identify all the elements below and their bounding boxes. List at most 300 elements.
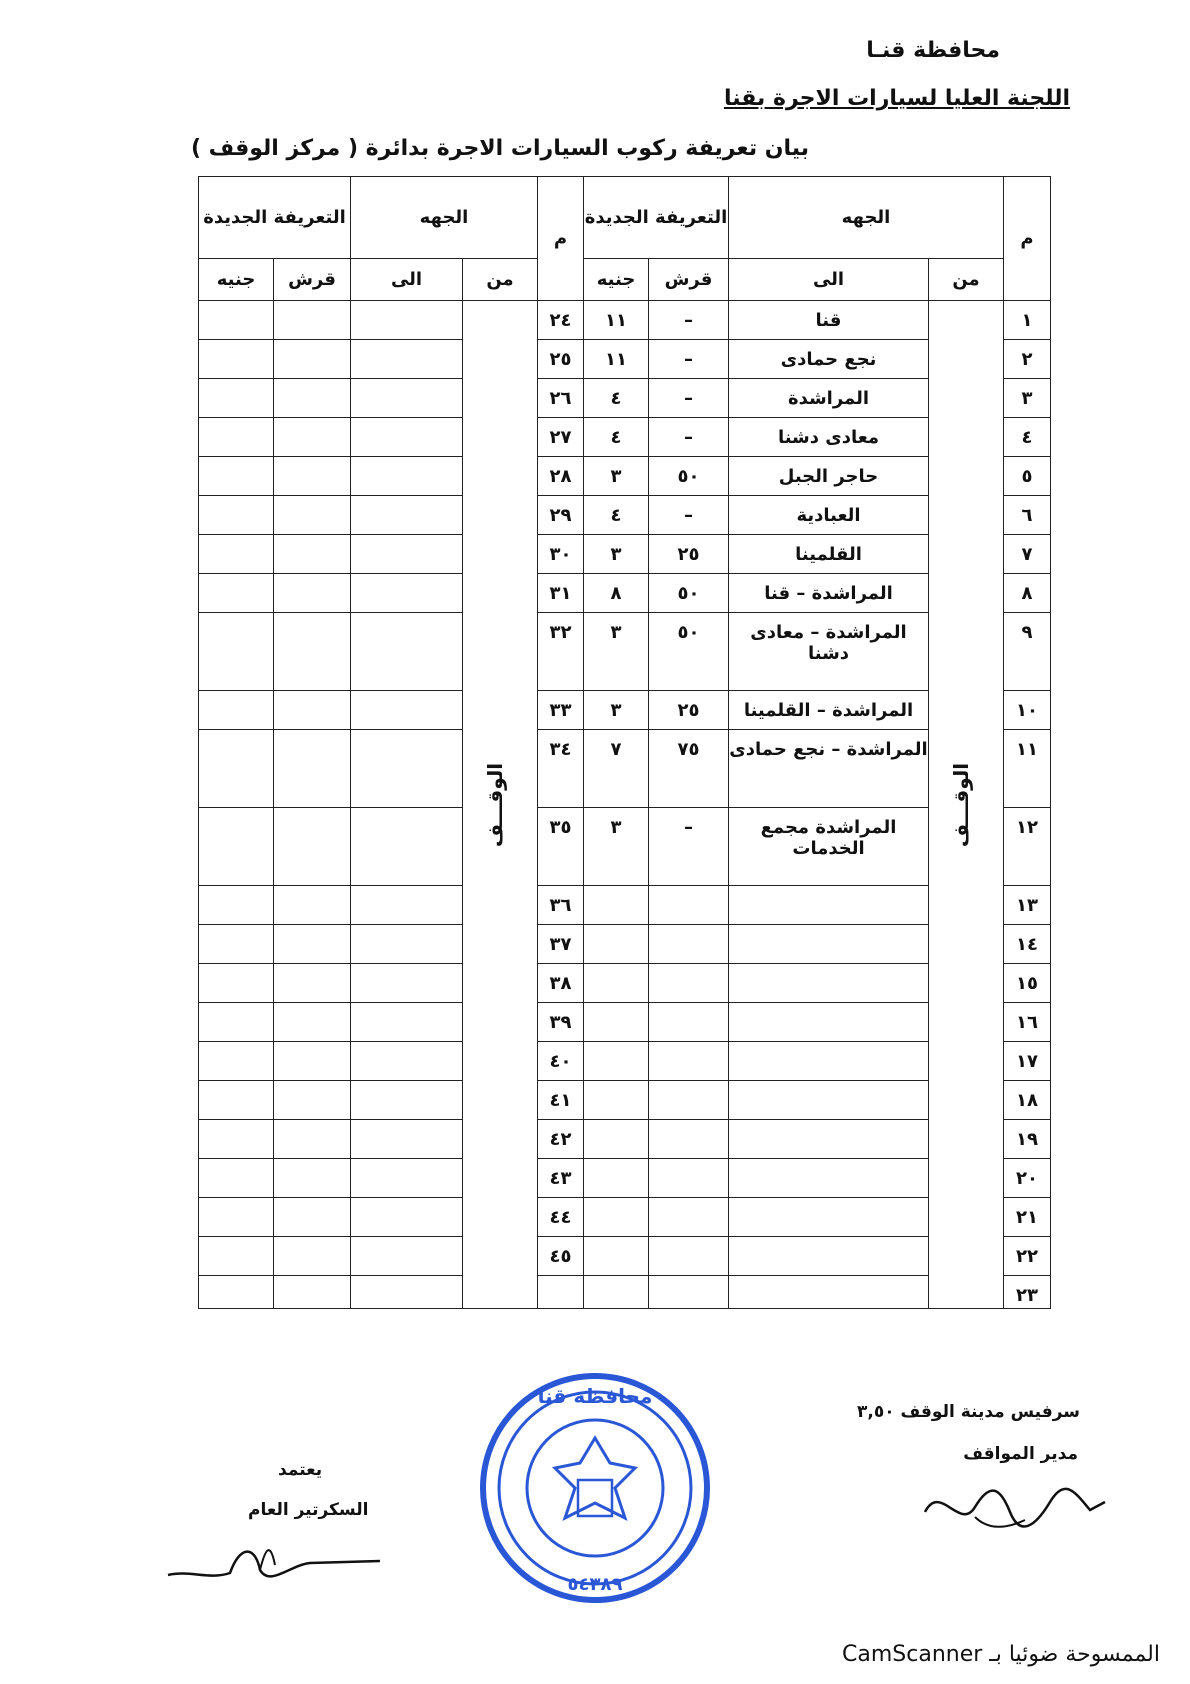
cell-pound [584, 886, 649, 925]
row-number: ١٥ [1016, 973, 1038, 994]
cell-pound [199, 964, 274, 1003]
cell-no [538, 613, 584, 691]
cell-pound [584, 925, 649, 964]
cell-to [351, 418, 463, 457]
col-no-header: م [1004, 177, 1051, 301]
fare-piaster: – [684, 349, 693, 370]
cell-no [538, 496, 584, 535]
cell-to [351, 613, 463, 691]
cell-to [351, 1003, 463, 1042]
row-number: ٣٢ [549, 622, 572, 643]
fare-piaster: – [684, 817, 693, 838]
row-number: ١٠ [1016, 700, 1038, 721]
cell-no [538, 418, 584, 457]
row-number: ١١ [1016, 739, 1038, 760]
cell-no [1004, 1198, 1051, 1237]
cell-to [729, 808, 929, 886]
cell-no [538, 730, 584, 808]
cell-pound [584, 418, 649, 457]
service-note: سرفيس مدينة الوقف ٣,٥٠ [857, 1402, 1080, 1422]
cell-piaster [649, 340, 729, 379]
cell-no [538, 691, 584, 730]
fare-pound: ٨ [610, 583, 622, 604]
cell-piaster [274, 1120, 351, 1159]
cell-piaster [649, 1159, 729, 1198]
cell-no [1004, 691, 1051, 730]
cell-no [1004, 418, 1051, 457]
cell-to [729, 1042, 929, 1081]
cell-pound [584, 1120, 649, 1159]
cell-pound [584, 535, 649, 574]
cell-no [1004, 1003, 1051, 1042]
official-seal [475, 1368, 715, 1608]
cell-pound [199, 1003, 274, 1042]
eagle-emblem-icon [555, 1438, 635, 1518]
cell-to [351, 1276, 463, 1309]
cell-piaster [649, 1003, 729, 1042]
destination: حاجر الجبل [778, 466, 879, 487]
tariff-table-left [198, 176, 584, 1309]
cell-no [538, 964, 584, 1003]
cell-to [729, 340, 929, 379]
cell-piaster [274, 535, 351, 574]
fare-piaster: ٥٠ [677, 583, 700, 604]
cell-to [729, 1159, 929, 1198]
cell-piaster [274, 1081, 351, 1120]
cell-pound [199, 613, 274, 691]
cell-no [538, 1159, 584, 1198]
fare-piaster: ٢٥ [677, 700, 700, 721]
governorate-title: محافظة قنـا [866, 38, 1000, 63]
cell-to [351, 925, 463, 964]
col-from-header: من [929, 259, 1004, 301]
row-number: ٣٨ [549, 973, 572, 994]
cell-piaster [274, 1276, 351, 1309]
cell-piaster [274, 457, 351, 496]
row-number: ١٧ [1016, 1051, 1038, 1072]
cell-no [538, 808, 584, 886]
row-number: ٦ [1021, 505, 1033, 526]
cell-no [1004, 730, 1051, 808]
cell-to [729, 1081, 929, 1120]
fare-piaster: – [684, 388, 693, 409]
cell-no [538, 574, 584, 613]
table-row [199, 301, 584, 340]
cell-from [929, 301, 1004, 1309]
row-number: ٢٤ [549, 310, 572, 331]
cell-to [351, 964, 463, 1003]
cell-to [351, 1042, 463, 1081]
cell-to [729, 1003, 929, 1042]
cell-to [351, 379, 463, 418]
cell-no [538, 1120, 584, 1159]
row-number: ٣٧ [549, 934, 572, 955]
cell-pound [199, 1159, 274, 1198]
cell-no [1004, 379, 1051, 418]
cell-no [538, 886, 584, 925]
cell-no [538, 1042, 584, 1081]
fare-piaster: – [684, 505, 693, 526]
row-number: ٢٠ [1016, 1168, 1038, 1189]
cell-piaster [274, 925, 351, 964]
cell-piaster [649, 1042, 729, 1081]
cell-pound [584, 301, 649, 340]
cell-pound [199, 886, 274, 925]
cell-piaster [649, 574, 729, 613]
fare-pound: ١١ [605, 349, 627, 370]
cell-no [538, 1198, 584, 1237]
cell-no [538, 1081, 584, 1120]
cell-to [729, 691, 929, 730]
cell-pound [199, 301, 274, 340]
cell-no [1004, 1276, 1051, 1309]
row-number: ٣٥ [549, 817, 572, 838]
cell-piaster [649, 1081, 729, 1120]
cell-pound [584, 457, 649, 496]
cell-no [538, 301, 584, 340]
cell-piaster [649, 379, 729, 418]
cell-piaster [274, 886, 351, 925]
destination: المراشدة [787, 388, 870, 409]
cell-no [538, 1237, 584, 1276]
cell-piaster [649, 418, 729, 457]
cell-no [1004, 1237, 1051, 1276]
cell-to [729, 301, 929, 340]
row-number: ٤٢ [549, 1129, 572, 1150]
cell-to [729, 535, 929, 574]
from-place-label: الوقـــف [482, 762, 507, 847]
cell-pound [199, 808, 274, 886]
cell-pound [584, 808, 649, 886]
cell-no [1004, 808, 1051, 886]
table-right-body [584, 301, 1051, 1309]
cell-to [729, 1237, 929, 1276]
secretary-label: السكرتير العام [248, 1500, 369, 1520]
row-number: ٢٩ [549, 505, 572, 526]
table-row [584, 301, 1051, 340]
fare-pound: ٣ [610, 700, 622, 721]
cell-from [463, 301, 538, 1309]
col-to-header: الى [729, 259, 929, 301]
cell-piaster [274, 1003, 351, 1042]
row-number: ٢٣ [1016, 1285, 1038, 1306]
cell-piaster [649, 457, 729, 496]
cell-no [538, 1003, 584, 1042]
cell-to [351, 301, 463, 340]
cell-to [729, 457, 929, 496]
cell-pound [584, 964, 649, 1003]
cell-piaster [274, 964, 351, 1003]
cell-to [351, 1120, 463, 1159]
cell-piaster [274, 574, 351, 613]
cell-piaster [274, 613, 351, 691]
cell-to [351, 535, 463, 574]
cell-piaster [649, 301, 729, 340]
cell-piaster [649, 613, 729, 691]
cell-piaster [649, 730, 729, 808]
cell-no [1004, 301, 1051, 340]
cell-piaster [274, 340, 351, 379]
cell-piaster [649, 535, 729, 574]
row-number: ٤٣ [549, 1168, 572, 1189]
cell-to [729, 613, 929, 691]
cell-no [1004, 925, 1051, 964]
destination: المراشدة مجمع الخدمات [760, 817, 897, 859]
document-title-text: بيان تعريفة ركوب السيارات الاجرة بدائرة ( مركز الوقف ) [190, 136, 810, 161]
row-number: ٧ [1021, 544, 1033, 565]
cell-no [538, 379, 584, 418]
cell-to [351, 1081, 463, 1120]
fare-piaster: – [684, 310, 693, 331]
cell-no [1004, 1042, 1051, 1081]
row-number: ٤٥ [549, 1246, 572, 1267]
row-number: ٨ [1021, 583, 1033, 604]
col-direction-header: الجهه [351, 177, 538, 259]
approved-label: يعتمد [278, 1460, 323, 1480]
cell-to [729, 496, 929, 535]
cell-pound [199, 535, 274, 574]
row-number: ٣ [1021, 388, 1033, 409]
cell-pound [584, 1276, 649, 1309]
row-number: ٢٨ [549, 466, 572, 487]
cell-piaster [274, 1159, 351, 1198]
cell-pound [584, 340, 649, 379]
cell-piaster [274, 301, 351, 340]
cell-no [1004, 457, 1051, 496]
row-number: ٣١ [549, 583, 572, 604]
cell-piaster [649, 808, 729, 886]
fare-pound: ٣ [610, 622, 622, 643]
row-number: ٣٣ [549, 700, 572, 721]
cell-pound [199, 1198, 274, 1237]
cell-to [729, 886, 929, 925]
cell-to [729, 925, 929, 964]
cell-to [351, 1159, 463, 1198]
cell-pound [584, 730, 649, 808]
cell-to [351, 886, 463, 925]
cell-no [538, 457, 584, 496]
cell-no [1004, 1159, 1051, 1198]
row-number: ٣٦ [549, 895, 572, 916]
cell-no [538, 535, 584, 574]
cell-piaster [274, 808, 351, 886]
cell-pound [199, 691, 274, 730]
destination: معادى دشنا [777, 427, 880, 448]
destination: المراشدة – القلمينا [743, 700, 914, 721]
col-piaster-header: قرش [274, 259, 351, 301]
row-number: ٢٧ [549, 427, 572, 448]
fare-pound: ٤ [610, 388, 622, 409]
cell-pound [199, 1276, 274, 1309]
col-tariff-header: التعريفة الجديدة [199, 177, 351, 259]
cell-pound [199, 340, 274, 379]
cell-to [729, 1276, 929, 1309]
cell-piaster [649, 691, 729, 730]
row-number: ٢ [1021, 349, 1033, 370]
tariff-table-right [583, 176, 1051, 1309]
fare-pound: ٧ [610, 739, 622, 760]
fare-pound: ٤ [610, 505, 622, 526]
cell-piaster [274, 1237, 351, 1276]
cell-pound [199, 418, 274, 457]
cell-no [1004, 535, 1051, 574]
cell-to [351, 496, 463, 535]
fare-pound: ٤ [610, 427, 622, 448]
cell-no [1004, 1120, 1051, 1159]
cell-to [729, 1120, 929, 1159]
cell-piaster [274, 496, 351, 535]
destination: نجع حمادى [780, 349, 877, 370]
cell-pound [199, 1120, 274, 1159]
cell-to [351, 574, 463, 613]
cell-piaster [649, 964, 729, 1003]
col-direction-header: الجهه [729, 177, 1004, 259]
cell-to [729, 418, 929, 457]
row-number: ٥ [1021, 466, 1033, 487]
cell-to [351, 1237, 463, 1276]
cell-pound [584, 1081, 649, 1120]
from-place-label: الوقـــف [948, 762, 973, 847]
seal-text: محافظة قنا [537, 1384, 653, 1408]
cell-pound [584, 574, 649, 613]
cell-no [1004, 496, 1051, 535]
cell-to [351, 1198, 463, 1237]
destination: المراشدة – قنا [764, 583, 893, 604]
cell-to [729, 1198, 929, 1237]
col-pound-header: جنيه [584, 259, 649, 301]
row-number: ٣٤ [549, 739, 572, 760]
destination: المراشدة – نجع حمادى [729, 739, 928, 760]
row-number: ٤١ [549, 1090, 572, 1111]
cell-to [729, 379, 929, 418]
seal-number: ٥٤٣٨٩ [567, 1574, 623, 1595]
cell-no [1004, 964, 1051, 1003]
cell-piaster [649, 925, 729, 964]
fare-piaster: – [684, 427, 693, 448]
col-piaster-header: قرش [649, 259, 729, 301]
row-number: ٤ [1021, 427, 1033, 448]
row-number: ١ [1021, 310, 1033, 331]
fare-pound: ٣ [610, 466, 622, 487]
cell-no [1004, 886, 1051, 925]
fare-piaster: ٢٥ [677, 544, 700, 565]
row-number: ١٤ [1016, 934, 1038, 955]
cell-pound [584, 1042, 649, 1081]
manager-label: مدير المواقف [963, 1444, 1078, 1464]
fare-piaster: ٥٠ [677, 466, 700, 487]
table-left-body [199, 301, 584, 1309]
destination: المراشدة – معادى دشنا [750, 622, 907, 664]
row-number: ١٨ [1016, 1090, 1038, 1111]
cell-no [1004, 340, 1051, 379]
destination: قنا [815, 310, 842, 331]
cell-pound [199, 574, 274, 613]
cell-no [538, 925, 584, 964]
cell-pound [199, 496, 274, 535]
cell-pound [584, 379, 649, 418]
cell-to [351, 691, 463, 730]
cell-piaster [274, 691, 351, 730]
cell-pound [584, 496, 649, 535]
cell-piaster [274, 730, 351, 808]
row-number: ٩ [1021, 622, 1033, 643]
cell-no [1004, 613, 1051, 691]
cell-pound [199, 457, 274, 496]
row-number: ٤٤ [549, 1207, 572, 1228]
cell-piaster [649, 1276, 729, 1309]
cell-pound [584, 1159, 649, 1198]
cell-to [729, 730, 929, 808]
fare-piaster: ٥٠ [677, 622, 700, 643]
cell-piaster [274, 1198, 351, 1237]
cell-pound [199, 1237, 274, 1276]
row-number: ١٩ [1016, 1129, 1038, 1150]
col-pound-header: جنيه [199, 259, 274, 301]
cell-to [351, 457, 463, 496]
cell-pound [584, 613, 649, 691]
cell-piaster [274, 379, 351, 418]
col-to-header: الى [351, 259, 463, 301]
cell-no [1004, 1081, 1051, 1120]
cell-piaster [274, 1042, 351, 1081]
cell-pound [199, 730, 274, 808]
row-number: ١٢ [1016, 817, 1038, 838]
fare-pound: ١١ [605, 310, 627, 331]
cell-piaster [649, 1120, 729, 1159]
cell-to [351, 340, 463, 379]
cell-no [538, 340, 584, 379]
cell-piaster [649, 886, 729, 925]
manager-signature [915, 1472, 1115, 1542]
row-number: ٣٩ [549, 1012, 572, 1033]
col-from-header: من [463, 259, 538, 301]
row-number: ٣٠ [549, 544, 572, 565]
cell-to [729, 574, 929, 613]
cell-pound [199, 1042, 274, 1081]
cell-piaster [649, 1198, 729, 1237]
cell-no [1004, 574, 1051, 613]
cell-no [538, 1276, 584, 1309]
document-title [0, 136, 1000, 161]
destination: العبادية [796, 505, 861, 526]
row-number: ٢٢ [1016, 1246, 1038, 1267]
cell-piaster [649, 496, 729, 535]
cell-pound [199, 925, 274, 964]
row-number: ٢١ [1016, 1207, 1038, 1228]
destination: القلمينا [795, 544, 862, 565]
row-number: ١٣ [1016, 895, 1038, 916]
cell-piaster [649, 1237, 729, 1276]
col-tariff-header: التعريفة الجديدة [584, 177, 729, 259]
cell-pound [584, 1237, 649, 1276]
cell-pound [584, 1198, 649, 1237]
camscanner-watermark: الممسوحة ضوئيا بـ CamScanner [842, 1642, 1160, 1667]
cell-pound [584, 691, 649, 730]
cell-pound [199, 1081, 274, 1120]
secretary-signature [160, 1525, 390, 1595]
fare-piaster: ٧٥ [677, 739, 700, 760]
cell-to [351, 808, 463, 886]
cell-to [729, 964, 929, 1003]
cell-piaster [274, 418, 351, 457]
row-number: ١٦ [1016, 1012, 1038, 1033]
fare-pound: ٣ [610, 817, 622, 838]
fare-pound: ٣ [610, 544, 622, 565]
cell-pound [584, 1003, 649, 1042]
row-number: ٢٦ [549, 388, 572, 409]
row-number: ٢٥ [549, 349, 572, 370]
col-no-header: م [538, 177, 584, 301]
